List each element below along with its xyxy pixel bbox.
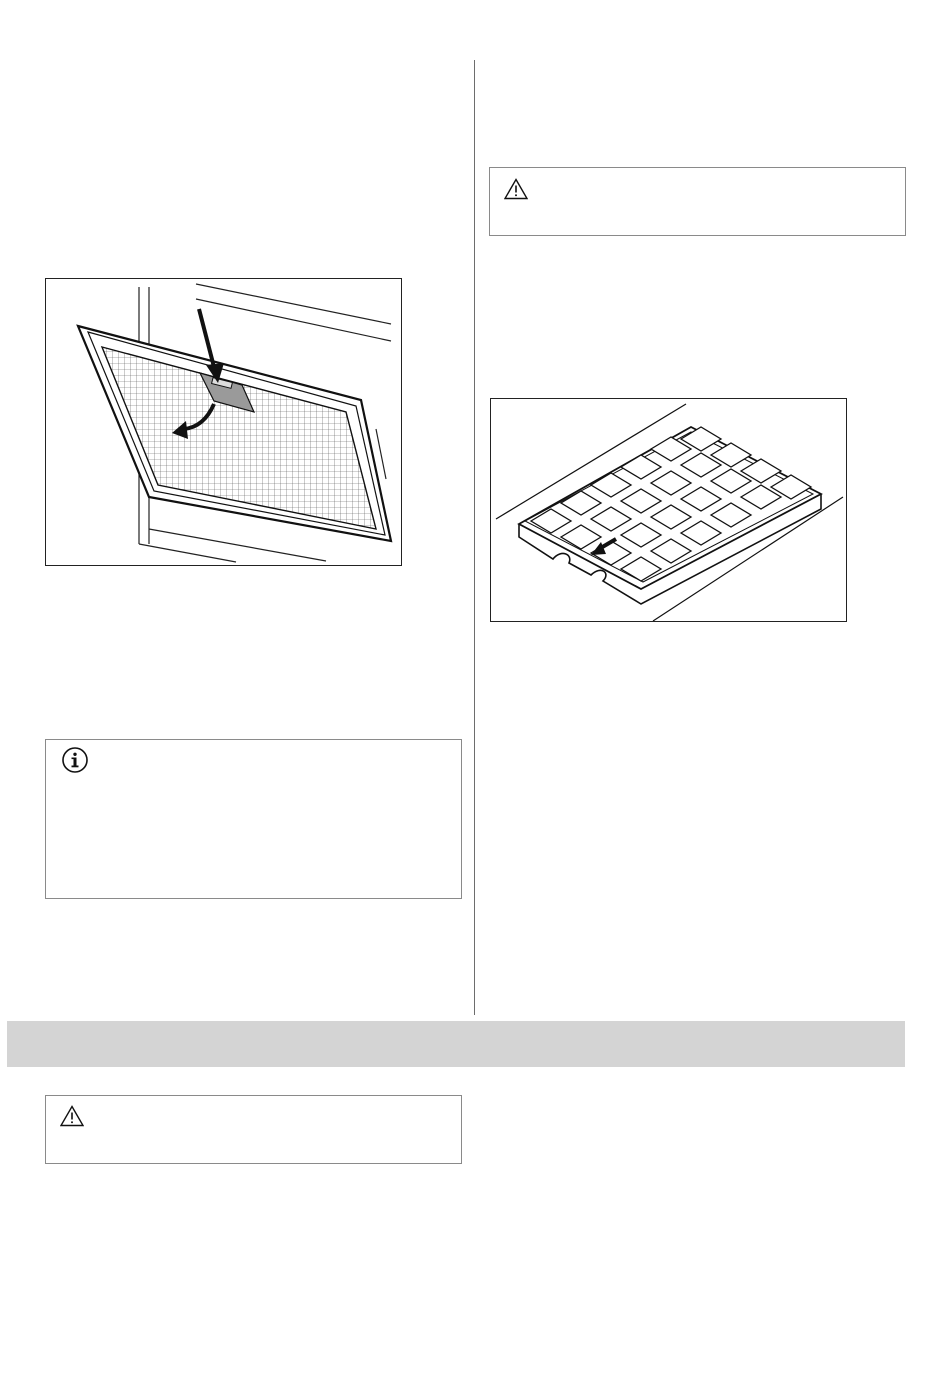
warning-box (489, 167, 906, 236)
information-icon (61, 746, 89, 774)
charcoal-filter-figure (490, 398, 847, 622)
charcoal-filter-drawing (491, 399, 846, 621)
column-divider (474, 60, 475, 1015)
grease-filter-removal-figure (45, 278, 402, 566)
charcoal-filter-body (519, 427, 821, 604)
warning-triangle-icon (504, 178, 528, 200)
section-heading-band (7, 1021, 905, 1067)
information-box (45, 739, 462, 899)
warning-triangle-icon (60, 1105, 84, 1127)
bottom-warning-box (45, 1095, 462, 1164)
grease-filter-drawing (46, 279, 401, 565)
